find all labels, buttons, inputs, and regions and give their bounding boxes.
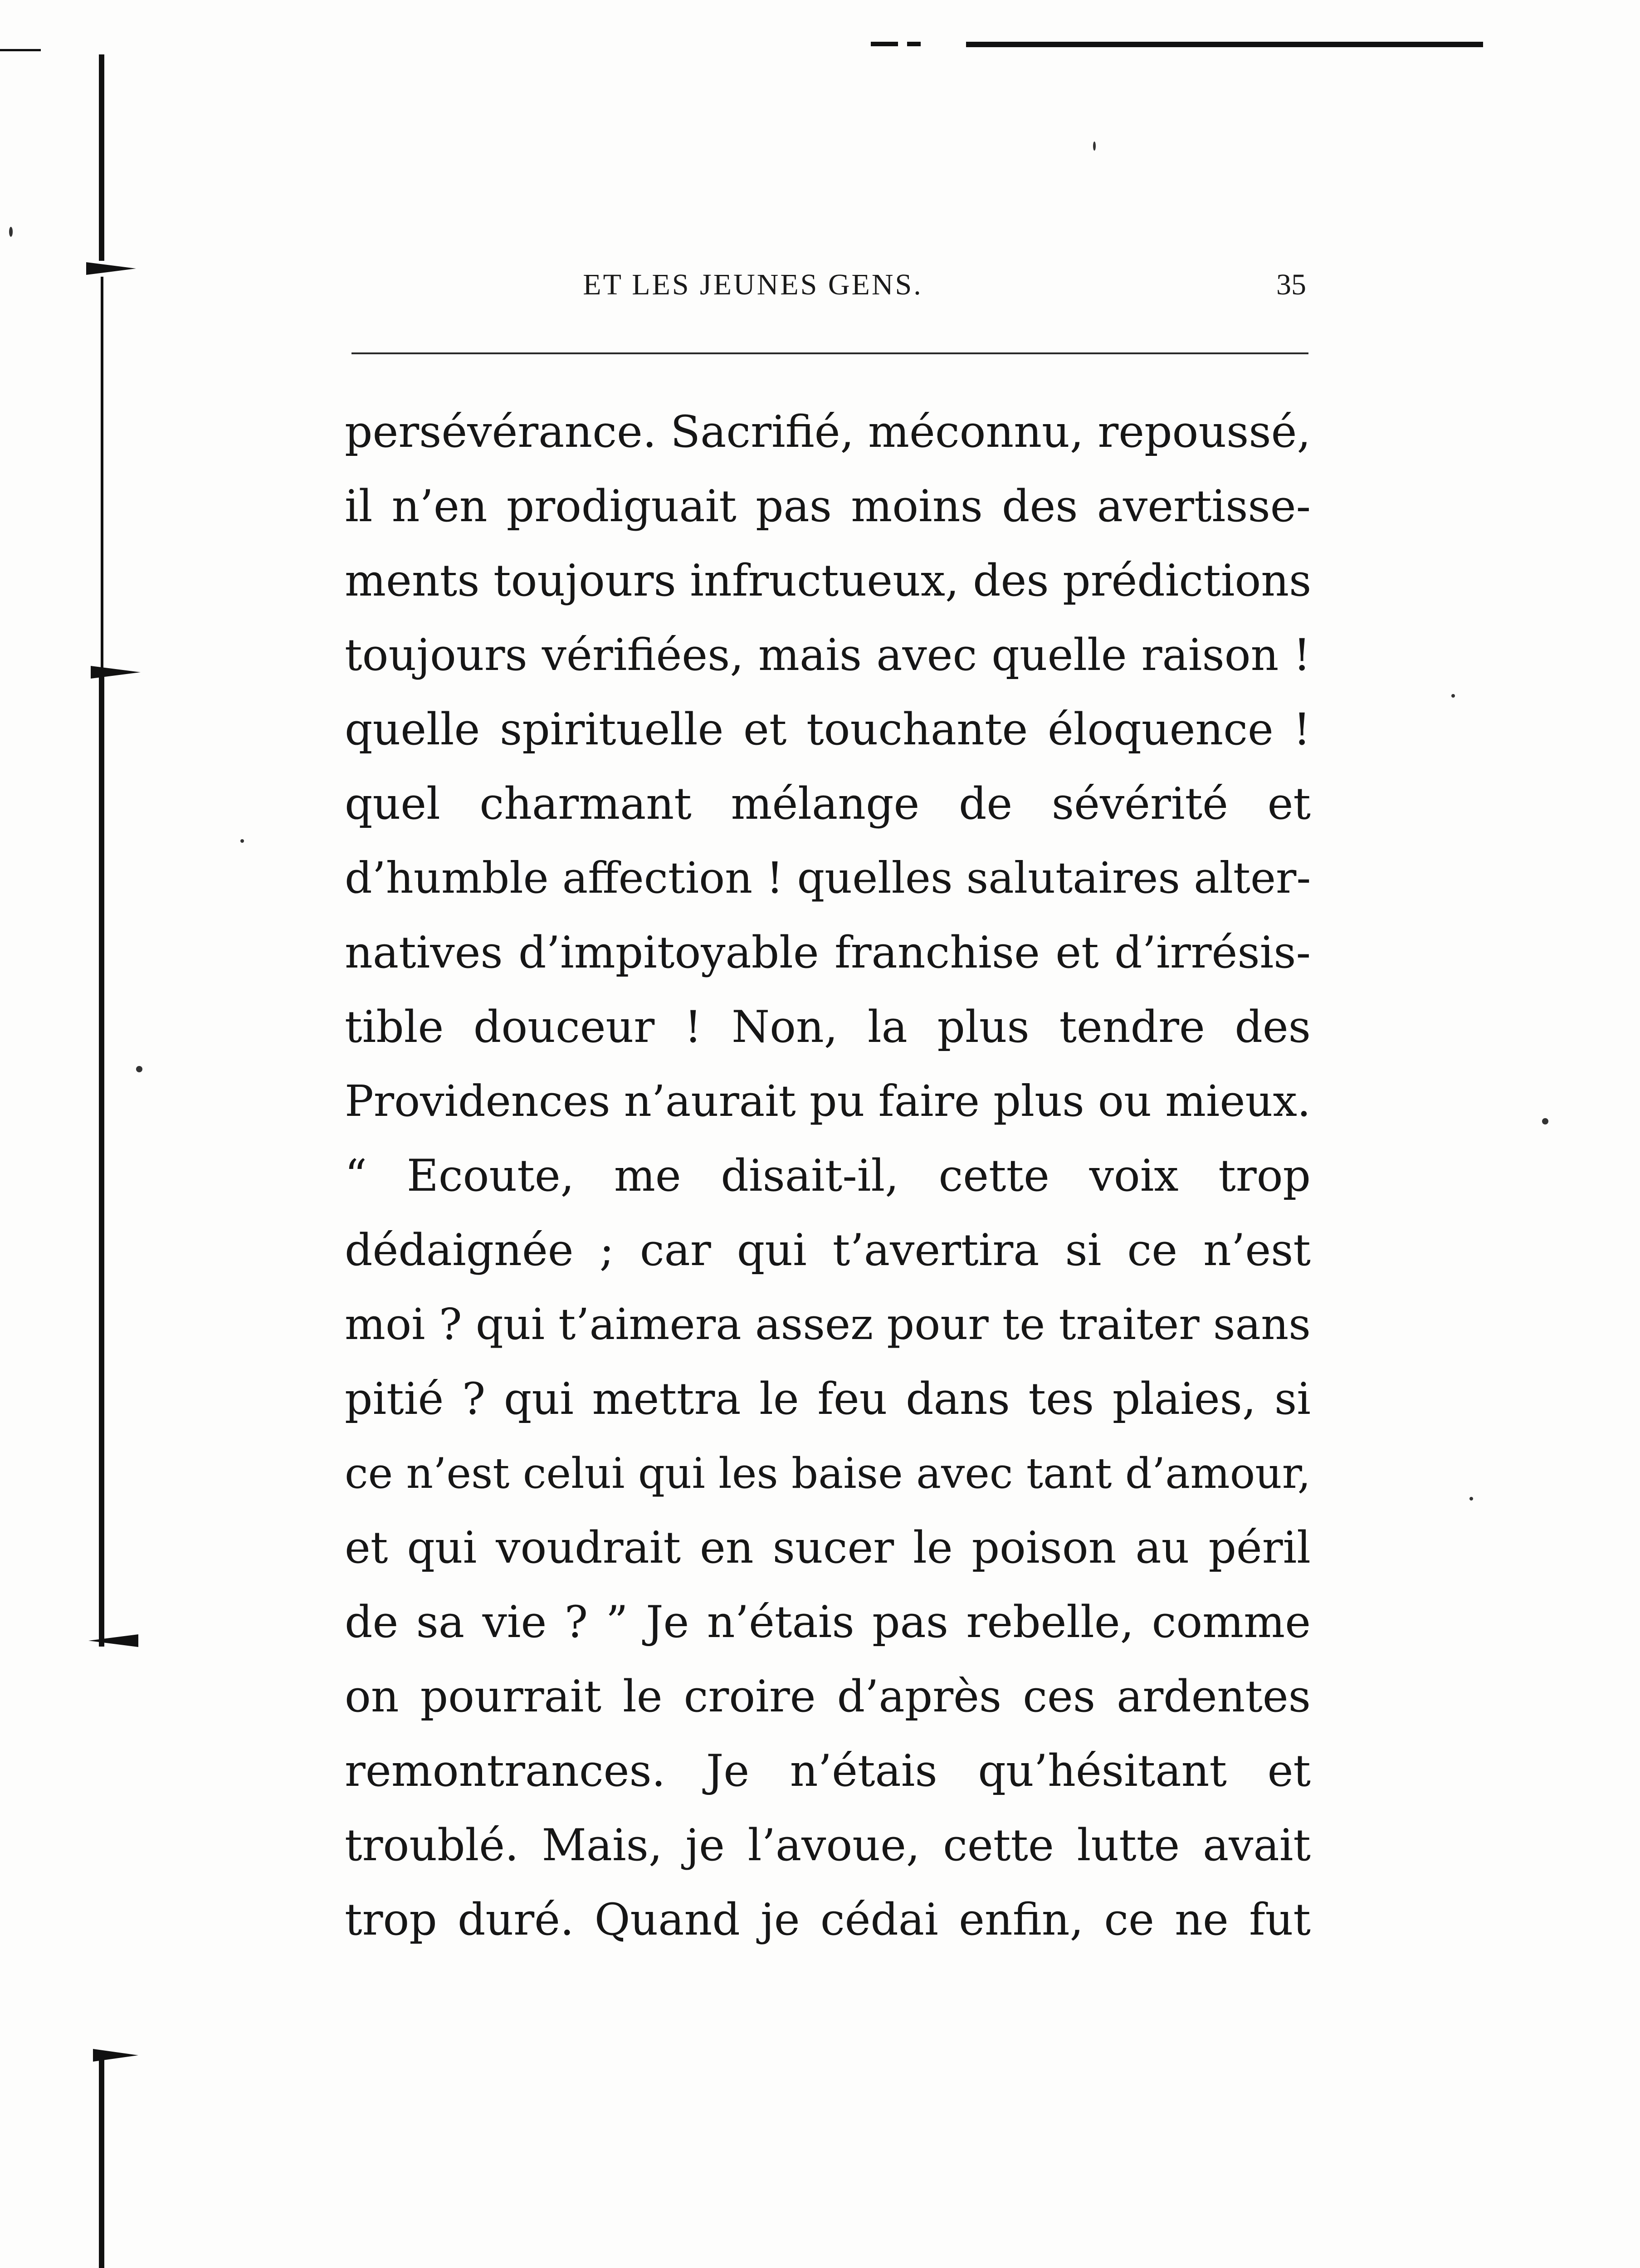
text-line: il n’en prodiguait pas moins des avertisse- <box>345 481 1311 532</box>
body-text <box>345 395 1311 1957</box>
binding-tick-mark <box>88 1634 138 1647</box>
text-line: dédaignée ; car qui t’avertira si ce n’est <box>345 1225 1311 1276</box>
scan-speck <box>1542 1118 1548 1124</box>
text-line: quelle spirituelle et touchante éloquence ! <box>345 704 1311 755</box>
text-line: toujours vérifiées, mais avec quelle raison ! <box>345 630 1311 680</box>
text-line: remontrances. Je n’étais qu’hésitant et <box>345 1745 1311 1796</box>
text-line: ce n’est celui qui les baise avec tant d’amour, <box>345 1449 1311 1498</box>
scan-speck <box>9 227 13 237</box>
text-line: pitié ? qui mettra le feu dans tes plaies, si <box>345 1374 1311 1424</box>
text-line: quel charmant mélange de sévérité et <box>345 778 1311 829</box>
text-line: on pourrait le croire d’après ces ardentes <box>345 1671 1311 1722</box>
scan-speck <box>136 1066 142 1072</box>
scan-edge-mark <box>966 42 1483 47</box>
binding-tick-mark <box>91 666 141 679</box>
binding-tick-mark <box>86 262 136 275</box>
scan-edge-mark <box>0 49 41 51</box>
text-line: ments toujours infructueux, des prédictions <box>345 555 1312 606</box>
scan-edge-mark <box>907 42 921 46</box>
header-rule <box>351 352 1308 354</box>
page-number: 35 <box>1276 268 1306 301</box>
scan-speck <box>1093 142 1096 151</box>
binding-tick-mark <box>93 2049 138 2062</box>
text-line: moi ? qui t’aimera assez pour te traiter sans <box>345 1300 1311 1349</box>
scan-speck <box>240 839 244 843</box>
text-line: natives d’impitoyable franchise et d’irrésis- <box>345 927 1311 978</box>
text-line: tible douceur ! Non, la plus tendre des <box>345 1002 1311 1052</box>
running-head: ET LES JEUNES GENS. <box>583 268 923 301</box>
scan-speck <box>1469 1497 1473 1501</box>
text-line: et qui voudrait en sucer le poison au péril <box>345 1522 1311 1573</box>
text-line: trop duré. Quand je cédai enfin, ce ne fut <box>345 1894 1311 1945</box>
scan-edge-mark <box>871 42 898 46</box>
binding-line <box>99 671 104 1647</box>
binding-line <box>99 54 104 261</box>
text-line: persévérance. Sacrifié, méconnu, repoussé, <box>345 406 1311 457</box>
text-line: de sa vie ? ” Je n’étais pas rebelle, comme <box>345 1597 1311 1647</box>
binding-line <box>101 277 103 671</box>
text-line: troublé. Mais, je l’avoue, cette lutte avait <box>345 1820 1311 1871</box>
scan-speck <box>1451 694 1455 698</box>
text-line: “ Ecoute, me disait-il, cette voix trop <box>345 1150 1311 1201</box>
text-line: Providences n’aurait pu faire plus ou mieux. <box>345 1076 1311 1126</box>
text-line: d’humble affection ! quelles salutaires alter- <box>345 853 1311 903</box>
binding-line <box>99 2057 104 2268</box>
